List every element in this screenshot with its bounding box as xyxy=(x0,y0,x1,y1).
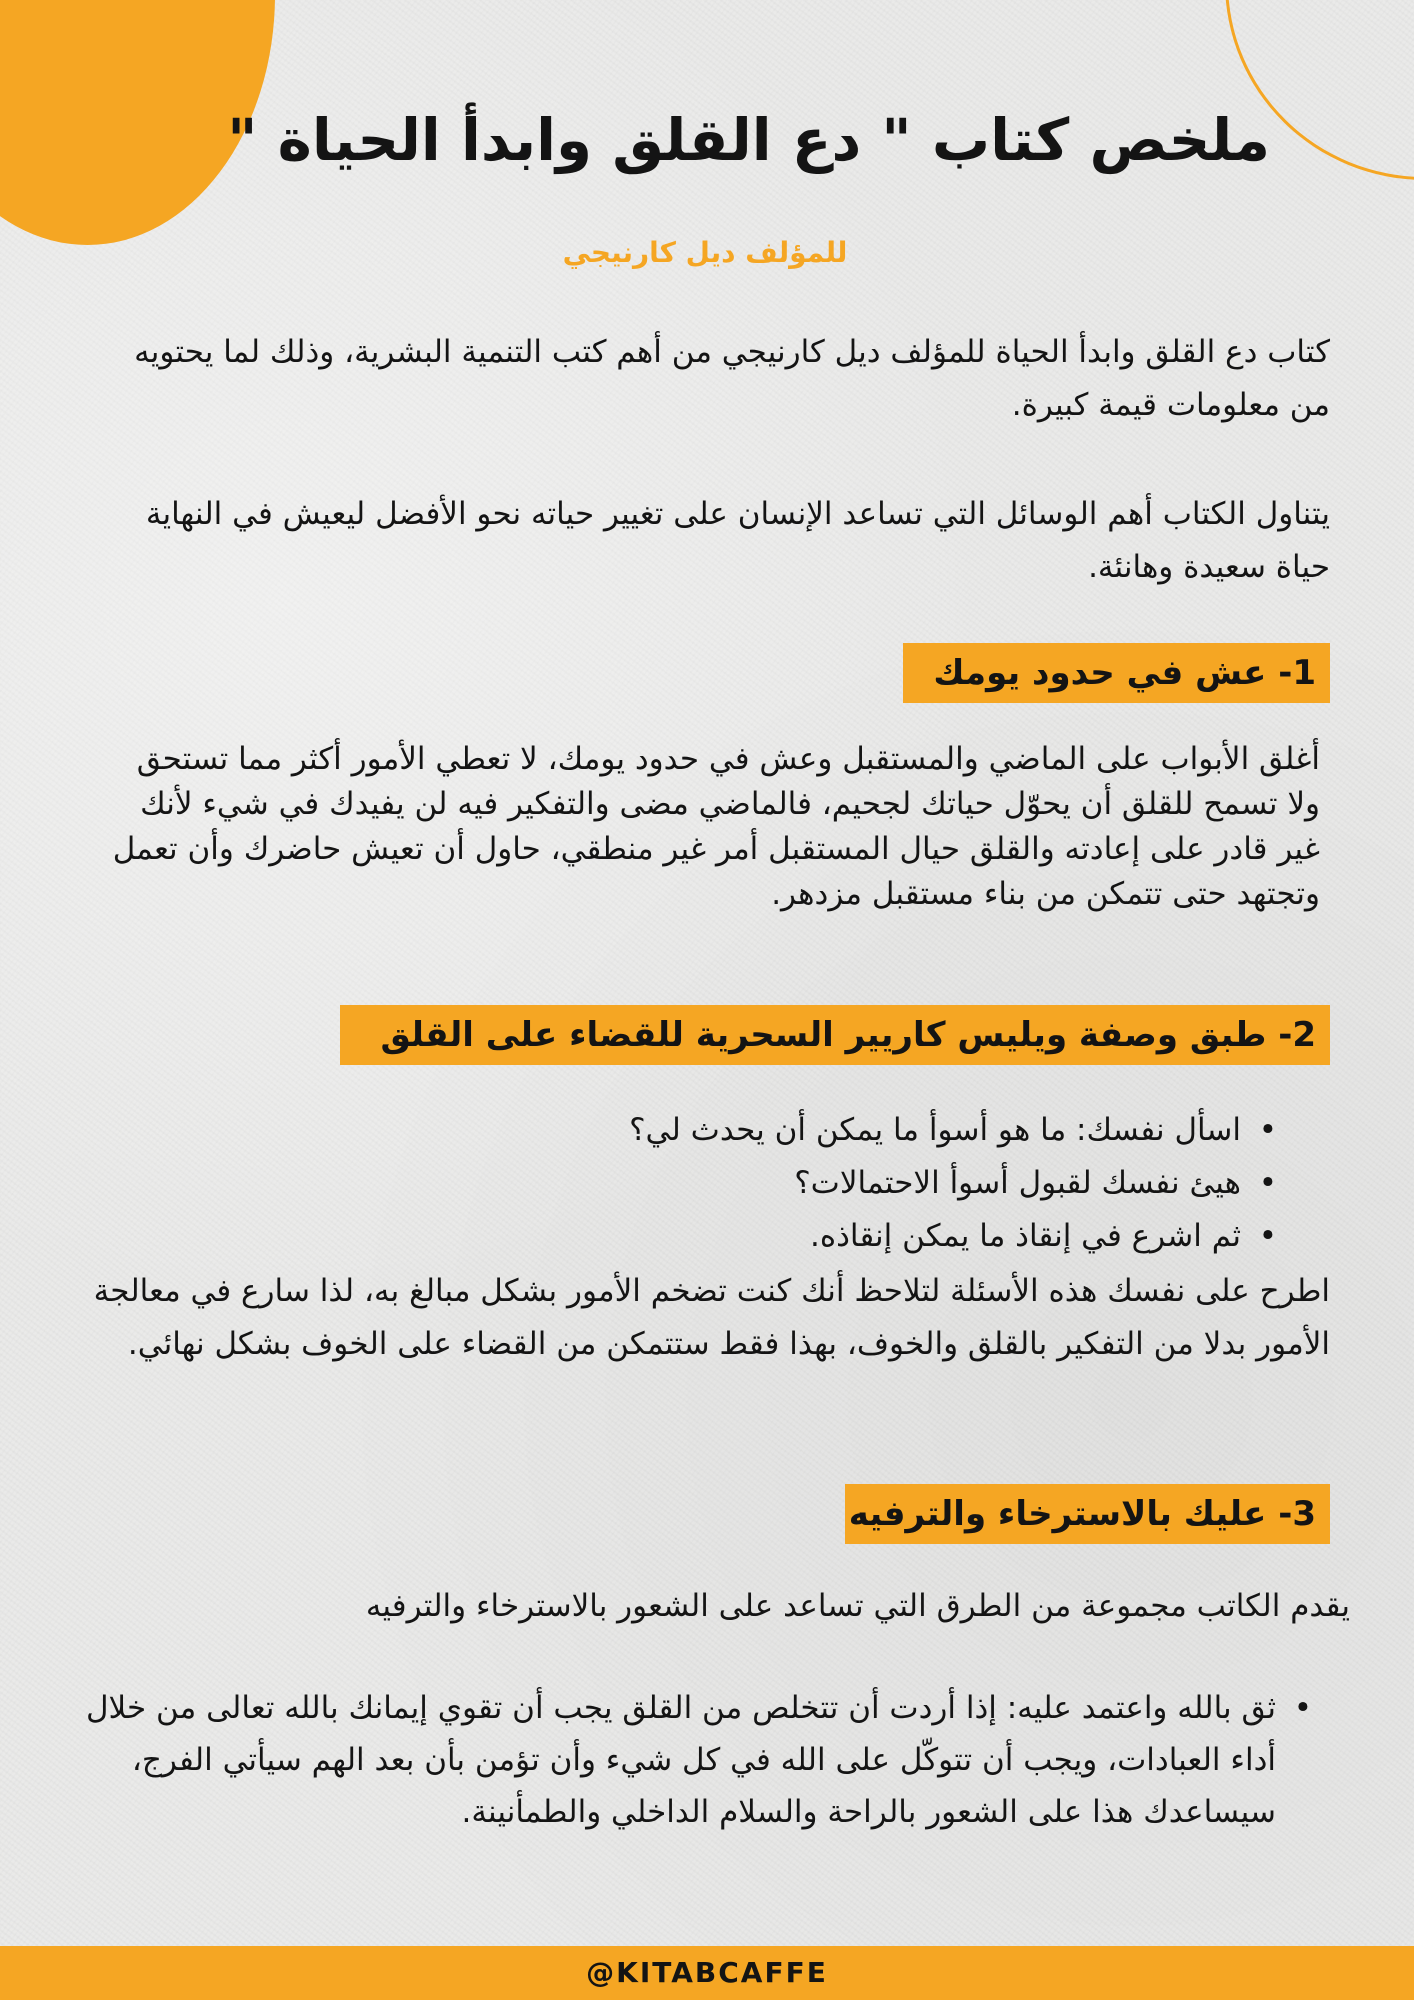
section-2-body: اطرح على نفسك هذه الأسئلة لتلاحظ أنك كنت تضخم الأمور بشكل مبالغ به، لذا سارع في معالجة الأمور بدلا من التفكير بالقلق والخوف، بهذا فقط ستتمكن من القضاء على الخوف بشكل نهائي. xyxy=(93,1273,1330,1362)
list-item: • هيئ نفسك لقبول أسوأ الاحتمالات؟ xyxy=(540,1157,1285,1210)
footer-handle: @KITABCAFFE xyxy=(586,1956,828,1989)
list-item: • ثم اشرع في إنقاذ ما يمكن إنقاذه. xyxy=(540,1210,1285,1263)
footer-bar xyxy=(0,1946,1414,2000)
section-3-body: يقدم الكاتب مجموعة من الطرق التي تساعد على الشعور بالاسترخاء والترفيه xyxy=(365,1588,1350,1624)
section-3-heading: 3- عليك بالاسترخاء والترفيه xyxy=(845,1484,1330,1544)
section-2-bullet-list xyxy=(540,1104,1285,1263)
section-1-body: أغلق الأبواب على الماضي والمستقبل وعش في حدود يومك، لا تعطي الأمور أكثر مما تستحق ولا تسمح للقلق أن يحوّل حياتك لجحيم، فالماضي مضى والتفكير فيه لن يفيدك في شيء لأنك غير قادر على إعادته والقلق حيال المستقبل أمر غير منطقي، حاول أن تعيش حاضرك وأن تعمل وتجتهد حتى تتمكن من بناء مستقبل مزدهر. xyxy=(112,741,1320,912)
author-subtitle: للمؤلف ديل كارنيجي xyxy=(562,236,848,269)
intro-paragraph-1: كتاب دع القلق وابدأ الحياة للمؤلف ديل كارنيجي من أهم كتب التنمية البشرية، وذلك لما يحتويه من معلومات قيمة كبيرة. xyxy=(134,334,1330,423)
page-title: ملخص كتاب " دع القلق وابدأ الحياة " xyxy=(227,106,1270,174)
list-item: • ثق بالله واعتمد عليه: إذا أردت أن تتخلص من القلق يجب أن تقوي إيمانك بالله تعالى من خلال أداء العبادات، ويجب أن تتوكّل على الله في كل شيء وأن تؤمن بأن بعد الهم سيأتي الفرج، سيساعدك هذا على الشعور بالراحة والسلام الداخلي والطمأنينة. xyxy=(80,1682,1320,1838)
section-3-bullet-list xyxy=(80,1682,1320,1838)
section-1-heading: 1- عش في حدود يومك xyxy=(903,643,1330,703)
list-item: • اسأل نفسك: ما هو أسوأ ما يمكن أن يحدث لي؟ xyxy=(540,1104,1285,1157)
section-2-heading: 2- طبق وصفة ويليس كاريير السحرية للقضاء على القلق xyxy=(340,1005,1330,1065)
intro-paragraph-2: يتناول الكتاب أهم الوسائل التي تساعد الإنسان على تغيير حياته نحو الأفضل ليعيش في النهاية حياة سعيدة وهانئة. xyxy=(145,496,1330,585)
